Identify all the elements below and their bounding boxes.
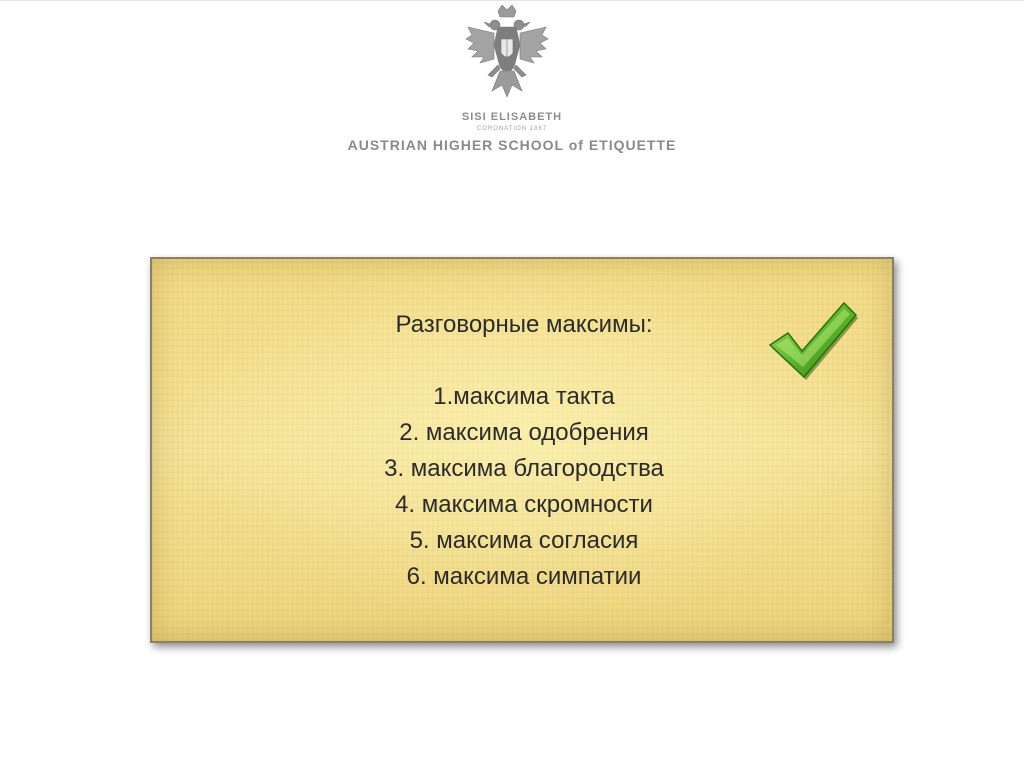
list-item: 6. максима симпатии [406,563,642,590]
checkmark-icon [764,297,860,381]
list-item: 4. максима скромности [395,491,653,518]
eagle-crest-icon [462,5,552,107]
school-logo [0,1,1024,171]
list-item: 2. максима одобрения [399,419,649,446]
parchment-card [150,257,894,643]
list-item: 3. максима благородства [384,455,664,482]
list-item: 5. максима согласия [409,527,639,554]
brand-line-1: SISI ELISABETH [461,111,563,123]
brand-line-2: CORONATION 1867 [476,126,548,132]
list-item: 1.максима такта [433,383,615,410]
maxims-list [152,379,896,595]
brand-line-3: AUSTRIAN HIGHER SCHOOL of ETIQUETTE [347,137,677,153]
maxims-heading: Разговорные максимы: [395,311,653,338]
